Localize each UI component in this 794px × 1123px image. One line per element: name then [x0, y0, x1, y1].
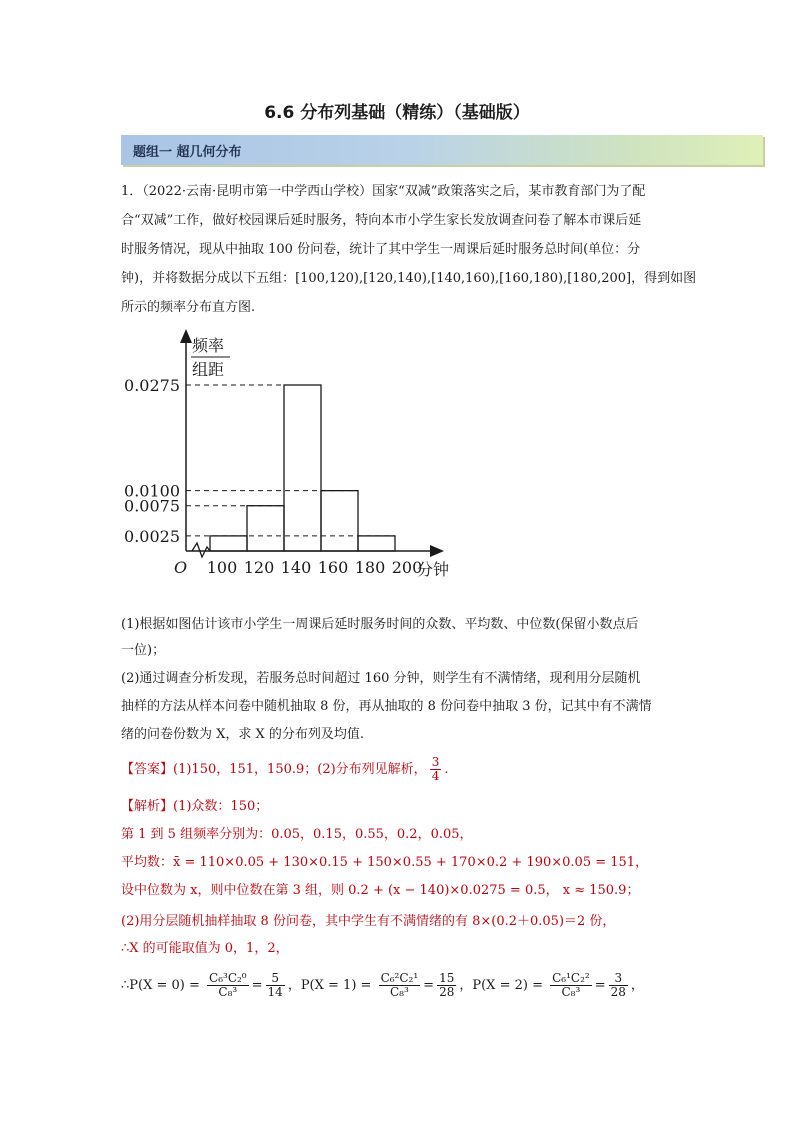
question-1-line-1: (1)根据如图估计该市小学生一周课后延时服务时间的众数、平均数、中位数(保留小数点后	[121, 617, 639, 632]
p2-lhs: ，P(X = 2) =	[459, 978, 543, 993]
answer-line	[121, 755, 681, 784]
p2-den: 28	[610, 985, 626, 999]
answer-fraction	[430, 756, 442, 783]
p0-num: 5	[266, 972, 285, 986]
x-tick-label: 100	[206, 558, 238, 577]
histogram-bar-1	[210, 536, 247, 551]
section-title: 题组一 超几何分布	[133, 145, 242, 160]
p2-frac	[609, 972, 628, 999]
p1-lhs: ，P(X = 1) =	[287, 978, 372, 993]
p0-comb-frac	[207, 972, 249, 999]
p2-eq: =	[594, 978, 606, 993]
y-tick-label: 0.0100	[124, 481, 180, 501]
p-end: ，	[630, 978, 644, 993]
probability-line	[121, 972, 681, 999]
p1-num: 15	[439, 971, 455, 985]
analysis-line-1	[121, 792, 681, 821]
histogram-bar-4	[321, 491, 358, 551]
histogram-chart	[118, 325, 458, 583]
p2-comb-num: C₆¹C₂²	[552, 971, 590, 985]
p2-comb-frac	[550, 972, 592, 999]
histogram-bar-2	[247, 506, 284, 551]
analysis-line-5: (2)用分层随机抽样抽取 8 份问卷，其中学生有不满情绪的有 8×(0.2＋0.05)＝2 份，	[121, 914, 616, 929]
x-axis-label: 分钟	[417, 560, 450, 579]
p2-num: 3	[609, 972, 628, 986]
origin-label: O	[174, 558, 188, 577]
p1-comb-den: C₈³	[389, 985, 409, 999]
axis-break-icon	[192, 543, 210, 557]
x-tick-label: 180	[354, 558, 386, 577]
x-tick-label: 140	[280, 558, 312, 577]
histogram-bar-3	[284, 385, 321, 551]
analysis-tag: 【解析】	[121, 799, 174, 814]
p1-comb-frac	[379, 972, 421, 999]
p1-eq: =	[423, 978, 435, 993]
p0-frac	[266, 972, 285, 999]
p1-den: 28	[439, 985, 455, 999]
p0-den: 14	[267, 985, 283, 999]
p0-comb-num: C₆³C₂⁰	[209, 971, 247, 985]
answer-text: (1)150，151，150.9；(2)分布列见解析，	[173, 762, 427, 777]
p1-comb-num: C₆²C₂¹	[380, 971, 419, 985]
y-axis-arrow	[180, 329, 192, 343]
question-2-line-1: (2)通过调查分析发现，若服务总时间超过 160 分钟，则学生有不满情绪，现利用分层随机	[121, 671, 641, 686]
problem-line-5: 所示的频率分布直方图.	[121, 300, 256, 315]
p1-frac	[437, 972, 456, 999]
analysis-line-4: 设中位数为 x，则中位数在第 3 组，则 0.2 + (x − 140)×0.0275 = 0.5， x ≈ 150.9；	[121, 883, 640, 898]
p2-comb-den: C₈³	[561, 985, 581, 999]
question-2-line-2: 抽样的方法从样本问卷中随机抽取 8 份，再从抽取的 8 份问卷中抽取 3 份，记其中有不满情	[121, 699, 652, 714]
p0-comb-den: C₈³	[218, 985, 238, 999]
problem-line-1: 1．（2022·云南·昆明市第一中学西山学校）国家“双减”政策落实之后，某市教育部门为了配	[121, 184, 646, 199]
x-axis-arrow	[430, 545, 444, 557]
y-tick-label: 0.0075	[124, 496, 180, 516]
y-label-top: 频率	[192, 336, 225, 355]
section-header	[121, 135, 763, 165]
problem-line-2: 合“双减”工作，做好校园课后延时服务，特向本市小学生家长发放调查问卷了解本市课后延	[121, 213, 642, 228]
answer-end: .	[444, 762, 449, 777]
analysis-line-2: 第 1 到 5 组频率分别为：0.05，0.15，0.55，0.2，0.05，	[121, 827, 473, 842]
page-title: 6.6 分布列基础（精练）（基础版）	[264, 103, 530, 123]
analysis-mode: (1)众数：150；	[173, 799, 269, 814]
problem-line-4: 钟)，并将数据分成以下五组：[100,120),[120,140),[140,160),[160,180),[180,200]，得到如图	[121, 271, 697, 286]
problem-line-3: 时服务情况，现从中抽取 100 份问卷，统计了其中学生一周课后延时服务总时间(单位：分	[121, 242, 641, 257]
y-label-bottom: 组距	[192, 360, 225, 379]
x-tick-label: 120	[243, 558, 275, 577]
y-tick-label: 0.0025	[124, 526, 180, 546]
p0-lhs: ∴P(X = 0) =	[121, 978, 200, 993]
question-2-line-3: 绪的问卷份数为 X，求 X 的分布列及均值.	[121, 727, 365, 742]
analysis-line-6: ∴X 的可能取值为 0，1，2，	[121, 941, 289, 956]
x-tick-label: 160	[317, 558, 349, 577]
histogram-bar-5	[358, 536, 395, 551]
question-1-line-2: 一位)；	[121, 643, 166, 658]
x-tick-label: 200	[391, 558, 423, 577]
answer-frac-den: 4	[431, 769, 440, 783]
answer-tag: 【答案】	[121, 762, 174, 777]
answer-frac-num: 3	[431, 755, 440, 769]
p0-eq: =	[251, 978, 263, 993]
analysis-line-3: 平均数：x̄ = 110×0.05 + 130×0.15 + 150×0.55 + 170×0.2 + 190×0.05 = 151，	[121, 855, 649, 870]
y-tick-label: 0.0275	[124, 376, 180, 395]
